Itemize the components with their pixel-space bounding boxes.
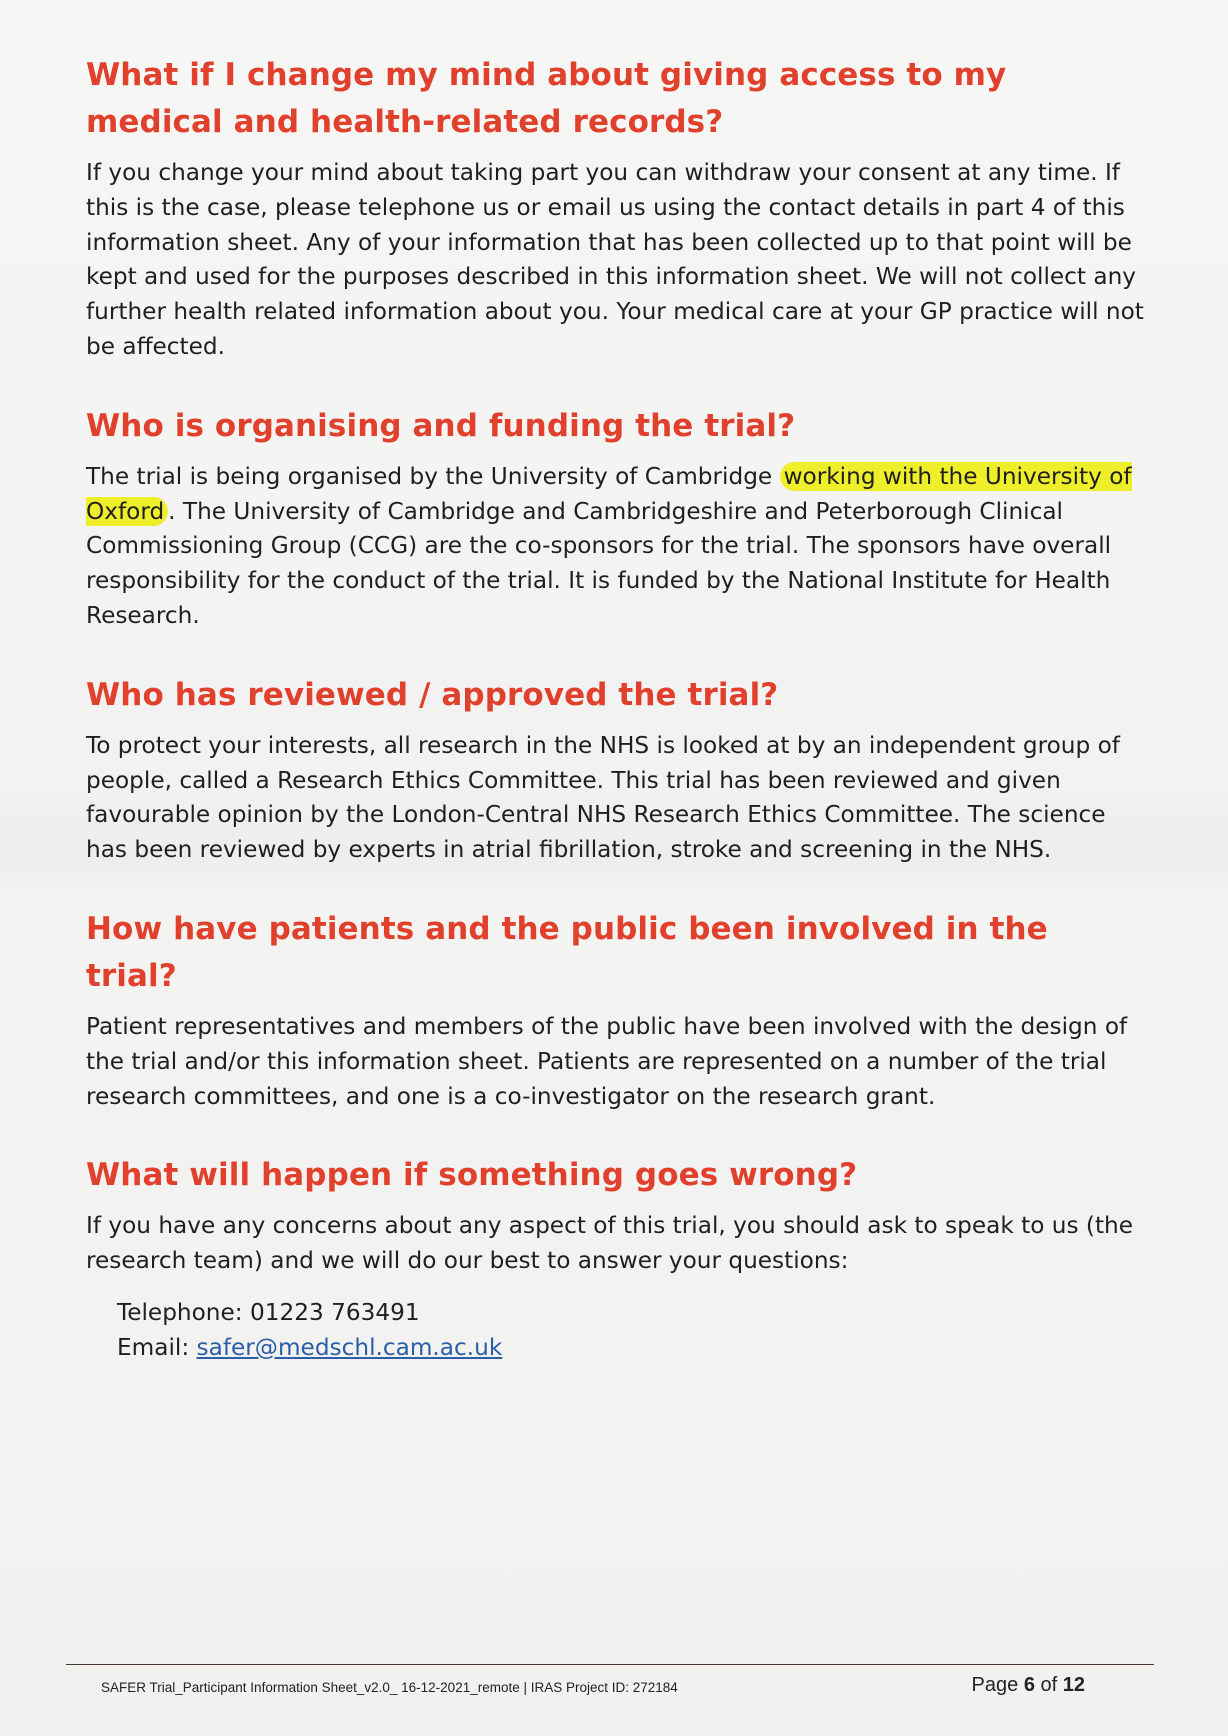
page-label: Page <box>971 1674 1019 1696</box>
body-text: . The University of Cambridge and Cambridgeshire and Peterborough Clinical Commissioning Group (CCG) are the co-sponsors for the trial. The sponsors have overall responsibility for the conduct of the trial. It is funded by the National Institute for Health Research. <box>86 497 1112 629</box>
email-line <box>117 1330 1146 1365</box>
section-patient-involvement <box>86 906 1146 1114</box>
page-of: of <box>1040 1674 1058 1696</box>
section-body: Patient representatives and members of the public have been involved with the design of the trial and/or this information sheet. Patients are represented on a number of the trial research committees, and one is a co-investigator on the research grant. <box>86 1012 1128 1110</box>
section-heading: Who is organising and funding the trial? <box>86 407 796 444</box>
email-label: Email: <box>117 1333 190 1361</box>
highlighted-text: working with the University of Oxford <box>86 462 1132 525</box>
section-heading: What if I change my mind about giving access to my medical and health-related records? <box>86 57 1007 140</box>
telephone-number: 01223 763491 <box>249 1298 420 1326</box>
telephone-line <box>117 1295 1146 1330</box>
page-number: 6 <box>1023 1674 1035 1696</box>
page-total: 12 <box>1062 1674 1085 1696</box>
section-heading: Who has reviewed / approved the trial? <box>86 676 779 713</box>
section-reviewed-approved <box>86 672 1146 868</box>
email-link[interactable]: safer@medschl.cam.ac.uk <box>196 1333 503 1361</box>
body-text: The trial is being organised by the University of Cambridge <box>86 462 773 490</box>
footer-document-info: SAFER Trial_Participant Information Sheet_v2.0_ 16-12-2021_remote | IRAS Project ID: 272184 <box>101 1680 678 1695</box>
section-heading: What will happen if something goes wrong? <box>86 1157 858 1194</box>
contact-details <box>86 1295 1146 1365</box>
section-heading: How have patients and the public been involved in the trial? <box>86 910 1048 994</box>
footer-divider <box>66 1664 1154 1665</box>
page-indicator <box>972 1674 1085 1697</box>
section-body: To protect your interests, all research in the NHS is looked at by an independent group of people, called a Research Ethics Committee. This trial has been reviewed and given favourable opinion by the London-Central NHS Research Ethics Committee. The science has been reviewed by experts in atrial fibrillation, stroke and screening in the NHS. <box>86 731 1120 864</box>
section-something-wrong <box>86 1152 1146 1365</box>
section-organising-funding <box>86 403 1146 634</box>
section-body <box>86 460 1146 634</box>
section-body: If you change your mind about taking part you can withdraw your consent at any time. If this is the case, please telephone us or email us using the contact details in part 4 of this information sheet. Any of your information that has been collected up to that point will be kept and used for the purposes described in this information sheet. We will not collect any further health related information about you. Your medical care at your GP practice will not be affected. <box>86 159 1144 360</box>
telephone-label: Telephone: <box>117 1298 243 1326</box>
section-body: If you have any concerns about any aspect of this trial, you should ask to speak to us (the research team) and we will do our best to answer your questions: <box>86 1212 1134 1275</box>
section-change-mind <box>86 52 1146 365</box>
document-content <box>86 52 1146 1403</box>
